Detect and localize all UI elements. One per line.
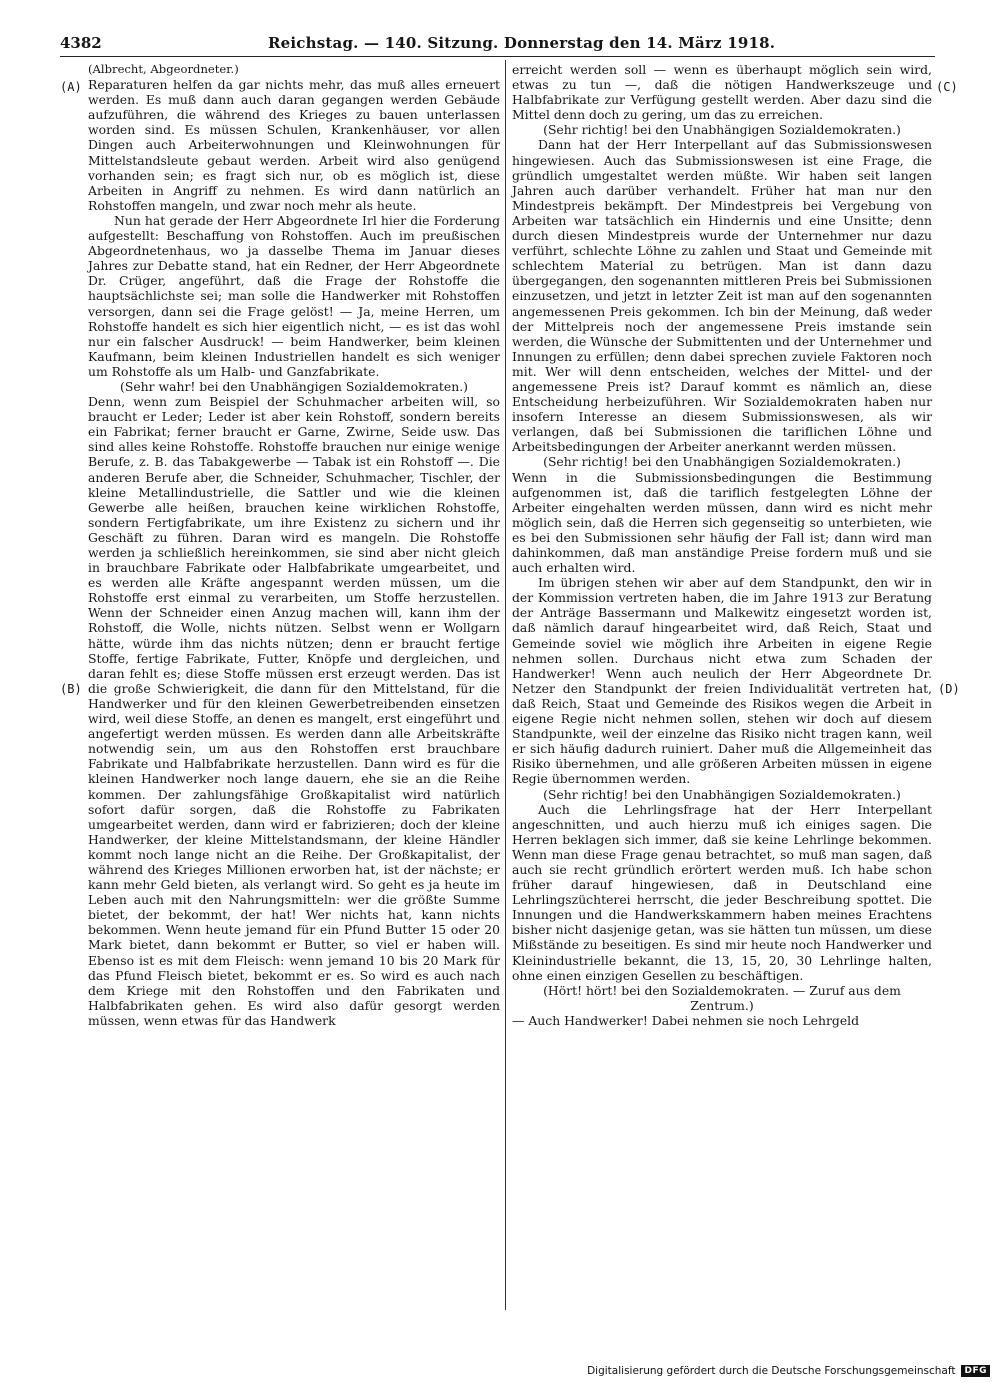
speaker-line: (Albrecht, Abgeordneter.)	[88, 62, 239, 76]
footer-text: Digitalisierung gefördert durch die Deutsche Forschungsgemeinschaft	[587, 1365, 956, 1377]
interjection: (Hört! hört! bei den Sozialdemokraten. — Zuruf aus dem Zentrum.)	[543, 982, 901, 1013]
page-number: 4382	[60, 34, 102, 52]
paragraph: erreicht werden soll — wenn es überhaupt möglich sein wird, etwas zu tun —, daß die nötigen Handwerkszeuge und Halbfabrikate zur Verfügung gestellt werden. Aber dazu sind die Mittel denn doch zu gering, um das zu erreichen.	[512, 62, 932, 123]
paragraph: Auch die Lehrlingsfrage hat der Herr Interpellant angeschnitten, und auch hierzu muß ich einiges sagen. Die Herren beklagen sich immer, daß sie keine Lehrlinge bekommen. Wenn man diese Frage genau betrachtet, so muß man sagen, daß auch sie recht gründlich erörtert werden muß. Ich habe schon früher darauf hingewiesen, daß in Deutschland eine Lehrlingszüchterei herrscht, die jeder Beschreibung spottet. Die Innungen und die Handwerkskammern haben meines Erachtens bisher nicht dasjenige getan, was sie hätten tun müssen, um diese Mißstände zu beseitigen. Es sind mir heute noch Handwerker und Kleinindustrielle bekannt, die 13, 15, 20, 30 Lehrlinge halten, ohne einen einzigen Gesellen zu beschäftigen.	[512, 801, 932, 983]
interjection: (Sehr richtig! bei den Unabhängigen Sozialdemokraten.)	[543, 786, 901, 802]
column-divider	[505, 60, 506, 1310]
margin-mark-d: (D)	[938, 682, 960, 696]
paragraph: Denn, wenn zum Beispiel der Schuhmacher arbeiten will, so braucht er Leder; Leder ist aber kein Rohstoff, sondern bereits ein Fabrikat; ferner braucht er Garne, Zwirne, Seide usw. Das sind alles keine Rohstoffe. Rohstoffe brauchen nur einige wenige Berufe, z. B. das Tabakgewerbe — Tabak ist ein Rohstoff —. Die anderen Berufe aber, die Schneider, Schuhmacher, Tischler, der kleine Metallindustrielle, die Sattler und wie die kleinen Gewerbe alle heißen, brauchen keine wirklichen Rohstoffe, sondern Fertigfabrikate, um ihre Existenz zu sichern und ihr Geschäft zu führen. Daran wird es mangeln. Die Rohstoffe werden ja schließlich hereinkommen, sie sind aber nicht gleich in brauchbare Fabrikate oder Halbfabrikate umgearbeitet, und es werden alle Kräfte angespannt werden müssen, um die Rohstoffe erst einmal zu verarbeiten, um Stoffe herzustellen. Wenn der Schneider einen Anzug machen will, kann ihm der Rohstoff, die Wolle, nichts nützen. Selbst wenn er Wollgarn hätte, würde ihm das nichts nützen; denn er braucht fertige Stoffe, fertige Fabrikate, Futter, Knöpfe und dergleichen, und daran fehlt es; diese Stoffe müssen erst erzeugt werden. Das ist die große Schwierigkeit, die dann für den Mittelstand, für die Handwerker und für den kleinen Gewerbetreibenden einsetzen wird, weil diese Stoffe, an denen es mangelt, erst eingeführt und angefertigt werden müssen. Es werden dann alle Arbeitskräfte notwendig sein, um aus den Rohstoffen erst brauchbare Fabrikate und Halbfabrikate herzustellen. Dann wird es für die kleinen Handwerker noch lange dauern, ehe sie an die Reihe kommen. Der zahlungsfähige Großkapitalist wird natürlich sofort dafür sorgen, daß die Rohstoffe zu Fabrikaten umgearbeitet werden, dann wird er fabrizieren; doch der kleine Handwerker, der kleine Mittelstandsmann, der kleine Händler kommt noch lange nicht an die Reihe. Der Großkapitalist, der während des Krieges Millionen erworben hat, ist der nächste; er kann mehr Geld bieten, als verlangt wird. So geht es ja heute im Leben auch mit den Nahrungsmitteln: wer die größte Summe bietet, der bekommt, der hat! Wer nichts hat, kann nichts bekommen. Wenn heute jemand für ein Pfund Butter 15 oder 20 Mark bietet, dann bekommt er Butter, so viel er haben will. Ebenso ist es mit dem Fleisch: wenn jemand 10 bis 20 Mark für das Pfund Fleisch bietet, bekommt er es. So wird es auch nach dem Kriege mit den Rohstoffen und den Fabrikaten und Halbfabrikaten gehen. Es wird also dafür gesorgt werden müssen, wenn etwas für das Handwerk	[88, 394, 500, 1028]
dfg-logo: DFG	[961, 1365, 990, 1377]
margin-mark-a: (A)	[60, 80, 82, 94]
paragraph: Reparaturen helfen da gar nichts mehr, das muß alles erneuert werden. Es muß dann auch daran gegangen werden Gebäude aufzuführen, die während des Krieges zu bauen unterlassen worden sind. Es müssen Schulen, Krankenhäuser, vor allen Dingen auch Arbeiterwohnungen und Kleinwohnungen für Mittelstandsleute gebaut werden. Arbeit wird also genügend vorhanden sein; es fragt sich nur, ob es möglich ist, diese Arbeiten in Angriff zu nehmen. Es wird dann natürlich an Rohstoffen mangeln, und zwar noch mehr als heute.	[88, 77, 500, 213]
interjection: (Sehr wahr! bei den Unabhängigen Sozialdemokraten.)	[120, 378, 468, 394]
paragraph: Nun hat gerade der Herr Abgeordnete Irl hier die Forderung aufgestellt: Beschaffung von Rohstoffen. Auch im preußischen Abgeordnetenhaus, wo ja dasselbe Thema im Januar dieses Jahres zur Debatte stand, hat ein Redner, der Herr Abgeordnete Dr. Crüger, angeführt, daß die Frage der Rohstoffe die hauptsächlichste sei; man solle die Handwerker mit Rohstoffen versorgen, dann sei die Frage gelöst! — Ja, meine Herren, um Rohstoffe handelt es sich hier eigentlich nicht, — es ist das wohl nur ein falscher Ausdruck! — beim Handwerker, beim kleinen Kaufmann, beim kleinen Industriellen handelt es sich weniger um Rohstoffe als um Halb- und Ganzfabrikate.	[88, 212, 500, 379]
paragraph: — Auch Handwerker! Dabei nehmen sie noch Lehrgeld	[512, 1012, 860, 1028]
interjection: (Sehr richtig! bei den Unabhängigen Sozialdemokraten.)	[543, 454, 901, 470]
paragraph: Wenn in die Submissionsbedingungen die Bestimmung aufgenommen ist, daß die tariflich festgelegten Löhne der Arbeiter eingehalten werden müssen, dann wird es nicht mehr möglich sein, daß die Herren sich gegenseitig so unterbieten, wie es bei den Submissionen sehr häufig der Fall ist; dann wird man dahinkommen, daß man anständige Preise fordern muß und sie auch erhalten wird.	[512, 469, 932, 576]
paragraph: Dann hat der Herr Interpellant auf das Submissionswesen hingewiesen. Auch das Submissionswesen ist eine Frage, die gründlich umgestaltet werden müßte. Wir haben seit langen Jahren auch darüber verhandelt. Früher hat man nur den Mindestpreis bekämpft. Der Mindestpreis bei Vergebung von Arbeiten war tatsächlich ein Hindernis und eine Unsitte; denn durch diesen Mindestpreis wurde der Unternehmer nur dazu verführt, schlechte Löhne zu zahlen und Staat und Gemeinde mit schlechtem Material zu betrügen. Man ist dann dazu übergegangen, den sogenannten mittleren Preis bei Submissionen einzusetzen, und jetzt in letzter Zeit ist man auf den sogenannten angemessenen Preis gekommen. Ich bin der Meinung, daß weder der Mittelpreis noch der angemessene Preis imstande sein werden, die Wünsche der Submittenten und der Unternehmer und Innungen zu erfüllen; denn dabei sprechen zuviele Faktoren noch mit. Wer will denn entscheiden, welches der Mittel- und der angemessene Preis ist? Darauf kommt es nämlich an, diese Entscheidung herbeizuführen. Wir Sozialdemokraten haben nur insofern Interesse an diesem Submissionswesen, als wir verlangen, daß bei Submissionen die tariflichen Löhne und Arbeitsbedingungen der Arbeiter anerkannt werden müssen.	[512, 137, 932, 455]
left-column	[88, 62, 500, 1028]
page-header	[60, 32, 935, 57]
running-head: Reichstag. — 140. Sitzung. Donnerstag den 14. März 1918.	[268, 34, 776, 52]
interjection: (Sehr richtig! bei den Unabhängigen Sozialdemokraten.)	[543, 122, 901, 138]
paragraph: Im übrigen stehen wir aber auf dem Standpunkt, den wir in der Kommission vertreten haben, die im Jahre 1913 zur Beratung der Anträge Bassermann und Malkewitz eingesetzt worden ist, daß nämlich darauf hingearbeitet wird, daß Reich, Staat und Gemeinde soviel wie möglich ihre Arbeiten in eigene Regie nehmen sollen. Durchaus nicht etwa zum Schaden der Handwerker! Wenn auch neulich der Herr Abgeordnete Dr. Netzer den Standpunkt der freien Individualität vertreten hat, daß Reich, Staat und Gemeinde des Risikos wegen die Arbeit in eigene Regie nicht nehmen sollen, stehen wir doch auf diesem Standpunkte, weil der einzelne das Risiko nicht tragen kann, weil er sich häufig dadurch ruiniert. Daher muß die Allgemeinheit das Risiko übernehmen, und alle größeren Arbeiten müssen in eigene Regie übernommen werden.	[512, 575, 932, 787]
right-column	[512, 62, 932, 1028]
margin-mark-b: (B)	[60, 682, 82, 696]
margin-mark-c: (C)	[936, 80, 958, 94]
footer-credit	[587, 1365, 990, 1377]
